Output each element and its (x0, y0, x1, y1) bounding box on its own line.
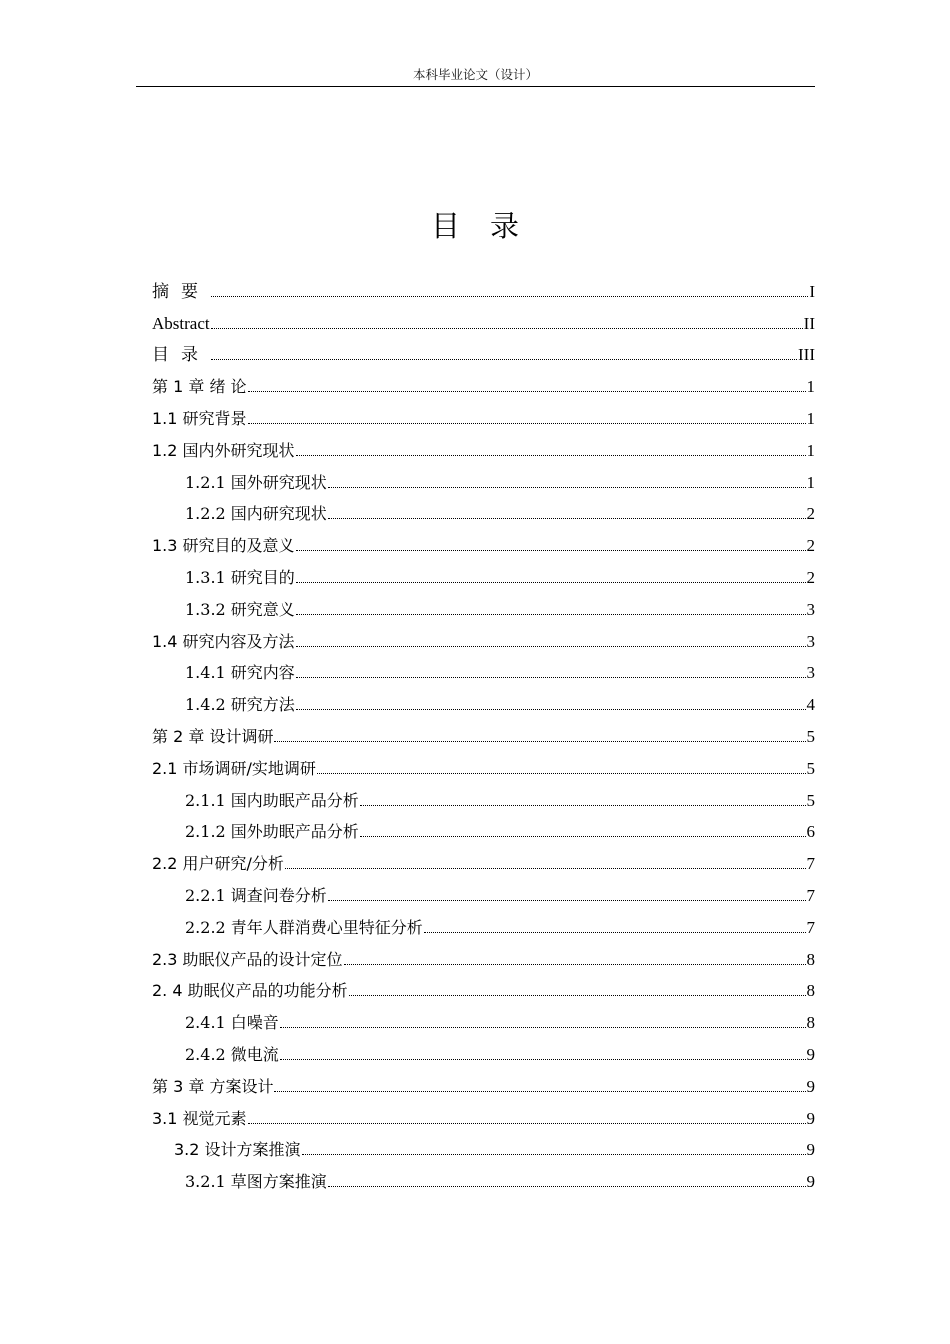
toc-entry[interactable] (152, 334, 815, 366)
toc-entry[interactable] (152, 1033, 815, 1065)
toc-dot-leader (349, 994, 806, 996)
toc-entry-page: 4 (806, 695, 815, 715)
toc-entry-page: 5 (806, 758, 815, 778)
toc-entry[interactable] (152, 747, 815, 779)
header-text: 本科毕业论文（设计） (412, 67, 538, 82)
toc-entry-label: 1.2.1 国外研究现状 (185, 472, 327, 492)
toc-dot-leader (211, 327, 803, 329)
toc-entry-page: 8 (806, 1013, 815, 1033)
page-header (136, 64, 815, 87)
toc-entry-label: 1.4.2 研究方法 (185, 695, 295, 715)
toc-dot-leader (274, 1090, 805, 1092)
toc-entry-page: 8 (806, 949, 815, 969)
toc-entry-page: 9 (806, 1076, 815, 1096)
toc-entry-page: 3 (806, 599, 815, 619)
toc-entry[interactable] (152, 493, 815, 525)
toc-entry-label: 2.1.1 国内助眠产品分析 (185, 790, 359, 810)
toc-dot-leader (248, 422, 806, 424)
toc-dot-leader (360, 804, 806, 806)
toc-entry-page: 2 (806, 567, 815, 587)
toc-entry-page: 1 (806, 472, 815, 492)
toc-entry-page: 1 (806, 377, 815, 397)
toc-entry-label: 3.1 视觉元素 (152, 1108, 247, 1128)
toc-dot-leader (296, 645, 806, 647)
toc-entry-label: 2.2.2 青年人群消费心里特征分析 (185, 917, 423, 937)
toc-entry-label: 1.2.2 国内研究现状 (185, 504, 327, 524)
toc-entry[interactable] (152, 715, 815, 747)
toc-entry-label: 1.3 研究目的及意义 (152, 536, 295, 556)
toc-entry-page: III (798, 345, 815, 365)
toc-entry-label: 2.1 市场调研/实地调研 (152, 758, 316, 778)
toc-dot-leader (296, 454, 806, 456)
table-of-contents (152, 270, 815, 1192)
toc-entry-label: 3.2.1 草图方案推演 (185, 1172, 327, 1192)
toc-dot-leader (328, 486, 806, 488)
toc-dot-leader (280, 1058, 806, 1060)
toc-entry-label: 1.4 研究内容及方法 (152, 631, 295, 651)
toc-entry-label: 目录 (152, 345, 210, 365)
toc-entry-label: 1.2 国内外研究现状 (152, 440, 295, 460)
toc-entry-page: I (809, 281, 815, 301)
toc-entry[interactable] (152, 811, 815, 843)
toc-entry-label: 第 3 章 方案设计 (152, 1076, 274, 1096)
toc-entry-label: 2. 4 助眠仪产品的功能分析 (152, 981, 348, 1001)
toc-entry-page: 9 (806, 1140, 815, 1160)
toc-dot-leader (248, 390, 806, 392)
toc-entry-label: 1.1 研究背景 (152, 408, 247, 428)
toc-entry-page: 1 (806, 440, 815, 460)
toc-dot-leader (328, 899, 806, 901)
toc-entry-label: 3.2 设计方案推演 (174, 1140, 301, 1160)
toc-entry-label: 1.3.1 研究目的 (185, 567, 295, 587)
toc-dot-leader (296, 581, 806, 583)
toc-entry[interactable] (152, 906, 815, 938)
toc-dot-leader (296, 676, 806, 678)
toc-entry-label: 第 2 章 设计调研 (152, 726, 274, 746)
toc-entry-page: 3 (806, 663, 815, 683)
toc-dot-leader (302, 1153, 806, 1155)
toc-dot-leader (296, 549, 806, 551)
toc-entry-page: 8 (806, 981, 815, 1001)
toc-entry[interactable] (152, 556, 815, 588)
toc-entry-page: 5 (806, 726, 815, 746)
toc-entry-label: 2.3 助眠仪产品的设计定位 (152, 949, 343, 969)
toc-entry[interactable] (152, 1065, 815, 1097)
toc-entry[interactable] (152, 302, 815, 334)
toc-entry[interactable] (152, 461, 815, 493)
toc-dot-leader (344, 963, 806, 965)
toc-entry[interactable] (152, 429, 815, 461)
toc-entry[interactable] (152, 683, 815, 715)
toc-entry-page: 5 (806, 790, 815, 810)
toc-entry[interactable] (152, 842, 815, 874)
toc-entry[interactable] (152, 874, 815, 906)
toc-entry-page: 1 (806, 408, 815, 428)
toc-entry-page: 9 (806, 1108, 815, 1128)
toc-entry[interactable] (152, 397, 815, 429)
toc-entry-label: Abstract (152, 313, 210, 333)
toc-dot-leader (248, 1122, 806, 1124)
toc-entry-page: 9 (806, 1044, 815, 1064)
toc-entry[interactable] (152, 524, 815, 556)
toc-dot-leader (280, 1026, 806, 1028)
toc-entry-label: 2.2.1 调查问卷分析 (185, 885, 327, 905)
toc-entry-page: 2 (806, 536, 815, 556)
toc-entry-page: 7 (806, 885, 815, 905)
toc-dot-leader (360, 835, 806, 837)
toc-entry-label: 2.2 用户研究/分析 (152, 854, 284, 874)
toc-entry[interactable] (152, 1160, 815, 1192)
toc-entry[interactable] (152, 620, 815, 652)
toc-title: 目录 (430, 209, 549, 243)
toc-entry-page: 7 (806, 854, 815, 874)
toc-dot-leader (328, 1185, 806, 1187)
toc-entry-page: 7 (806, 917, 815, 937)
toc-entry[interactable] (152, 1129, 815, 1161)
toc-entry[interactable] (152, 1097, 815, 1129)
toc-dot-leader (424, 931, 806, 933)
toc-entry[interactable] (152, 970, 815, 1002)
toc-dot-leader (211, 358, 797, 360)
toc-entry-page: II (803, 313, 815, 333)
toc-entry[interactable] (152, 365, 815, 397)
toc-entry-label: 1.4.1 研究内容 (185, 663, 295, 683)
toc-entry-label: 2.4.1 白噪音 (185, 1013, 279, 1033)
toc-dot-leader (296, 613, 806, 615)
toc-entry[interactable] (152, 270, 815, 302)
toc-dot-leader (296, 708, 806, 710)
toc-dot-leader (211, 295, 808, 297)
toc-dot-leader (317, 772, 806, 774)
toc-entry[interactable] (152, 652, 815, 684)
toc-entry-label: 摘要 (152, 281, 210, 301)
toc-entry-label: 2.4.2 微电流 (185, 1044, 279, 1064)
toc-entry-label: 2.1.2 国外助眠产品分析 (185, 822, 359, 842)
toc-entry-page: 9 (806, 1172, 815, 1192)
toc-entry-page: 3 (806, 631, 815, 651)
toc-dot-leader (285, 867, 806, 869)
toc-dot-leader (328, 517, 806, 519)
toc-entry[interactable] (152, 779, 815, 811)
toc-entry[interactable] (152, 588, 815, 620)
toc-entry-label: 1.3.2 研究意义 (185, 599, 295, 619)
toc-entry-page: 2 (806, 504, 815, 524)
toc-entry-label: 第 1 章 绪 论 (152, 377, 247, 397)
toc-entry-page: 6 (806, 822, 815, 842)
toc-entry[interactable] (152, 1001, 815, 1033)
toc-entry[interactable] (152, 938, 815, 970)
toc-dot-leader (274, 740, 805, 742)
